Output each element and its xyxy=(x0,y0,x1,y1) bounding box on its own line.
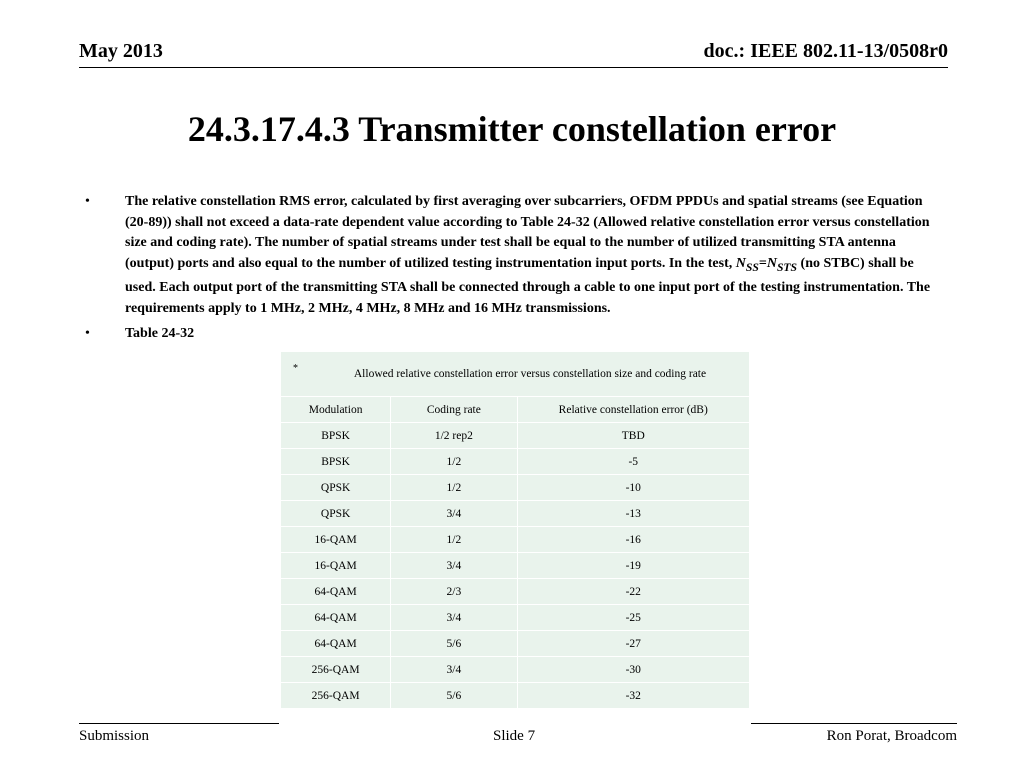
caption-marker: * xyxy=(293,363,298,374)
constellation-error-table-wrapper xyxy=(280,351,750,709)
cell-error: -16 xyxy=(517,527,750,553)
bullet-list xyxy=(85,192,945,345)
cell-coding-rate: 3/4 xyxy=(391,605,517,631)
table-caption-cell xyxy=(281,352,750,397)
table-caption-row xyxy=(281,352,750,397)
table-caption: Allowed relative constellation error versus constellation size and coding rate xyxy=(353,367,707,380)
cell-modulation: 64-QAM xyxy=(281,631,391,657)
table-row xyxy=(281,527,750,553)
bullet-marker: • xyxy=(85,194,90,209)
table-row xyxy=(281,579,750,605)
table-row xyxy=(281,683,750,709)
cell-coding-rate: 5/6 xyxy=(391,683,517,709)
cell-error: -19 xyxy=(517,553,750,579)
cell-coding-rate: 3/4 xyxy=(391,657,517,683)
bullet-item xyxy=(85,324,945,345)
table-header-row xyxy=(281,397,750,423)
header-date: May 2013 xyxy=(79,40,163,62)
cell-modulation: 256-QAM xyxy=(281,657,391,683)
cell-error: -27 xyxy=(517,631,750,657)
bullet-marker: • xyxy=(85,326,90,342)
bullet-item xyxy=(85,192,945,319)
cell-coding-rate: 1/2 xyxy=(391,527,517,553)
cell-error: -10 xyxy=(517,475,750,501)
header-error: Relative constellation error (dB) xyxy=(517,397,750,423)
table-row xyxy=(281,449,750,475)
footer-slide-number: Slide 7 xyxy=(493,728,536,744)
cell-coding-rate: 1/2 xyxy=(391,449,517,475)
footer-divider-left xyxy=(79,723,279,724)
n-sts-subscript: STS xyxy=(776,260,798,274)
header-coding-rate: Coding rate xyxy=(391,397,517,423)
cell-coding-rate: 5/6 xyxy=(391,631,517,657)
table-row xyxy=(281,631,750,657)
cell-coding-rate: 3/4 xyxy=(391,501,517,527)
table-row xyxy=(281,501,750,527)
footer-submission: Submission xyxy=(79,728,150,744)
cell-error: -13 xyxy=(517,501,750,527)
cell-modulation: QPSK xyxy=(281,475,391,501)
cell-modulation: BPSK xyxy=(281,423,391,449)
cell-error: -32 xyxy=(517,683,750,709)
header-divider xyxy=(79,67,948,68)
table-row xyxy=(281,605,750,631)
table-row xyxy=(281,475,750,501)
table-row xyxy=(281,423,750,449)
cell-modulation: 64-QAM xyxy=(281,579,391,605)
cell-error: -30 xyxy=(517,657,750,683)
cell-modulation: 16-QAM xyxy=(281,553,391,579)
cell-error: -25 xyxy=(517,605,750,631)
cell-coding-rate: 2/3 xyxy=(391,579,517,605)
header-modulation: Modulation xyxy=(281,397,391,423)
table-row xyxy=(281,553,750,579)
cell-coding-rate: 1/2 rep2 xyxy=(391,423,517,449)
slide-title: 24.3.17.4.3 Transmitter constellation error xyxy=(187,109,837,149)
header-doc-id: doc.: IEEE 802.11-13/0508r0 xyxy=(703,40,948,62)
table-row xyxy=(281,657,750,683)
cell-coding-rate: 1/2 xyxy=(391,475,517,501)
equals-sign: = xyxy=(758,255,767,271)
footer-author: Ron Porat, Broadcom xyxy=(826,728,957,744)
cell-error: -22 xyxy=(517,579,750,605)
cell-coding-rate: 3/4 xyxy=(391,553,517,579)
n-ss-symbol: N xyxy=(735,255,746,271)
cell-error: -5 xyxy=(517,449,750,475)
table-reference: Table 24-32 xyxy=(125,326,195,342)
cell-modulation: 16-QAM xyxy=(281,527,391,553)
n-ss-subscript: SS xyxy=(745,260,759,274)
n-sts-symbol: N xyxy=(766,255,777,271)
cell-modulation: 256-QAM xyxy=(281,683,391,709)
bullet-text-start: The relative constellation RMS error, calculated by first averaging over subcarriers, OFDM PPDUs and spatial streams (see Equation (20-89)) shall not exceed a data-rate dependent value according to Table 24-32 (Allowed relative constellation error versus constellation size and coding rate). The number of spatial streams under test shall be equal to the number of utilized transmitting STA antenna (output) ports and also equal to the number of utilized testing instrumentation input ports. In the test, xyxy=(125,194,930,271)
constellation-error-table xyxy=(280,351,750,709)
cell-modulation: 64-QAM xyxy=(281,605,391,631)
cell-modulation: QPSK xyxy=(281,501,391,527)
cell-error: TBD xyxy=(517,423,750,449)
footer-divider-right xyxy=(751,723,957,724)
bullet-text-end: (no STBC) shall be used. Each output port of the transmitting STA shall be connected through a cable to one input port of the testing instrumentation. The requirements apply to 1 MHz, 2 MHz, 4 MHz, 8 MHz and 16 MHz transmissions. xyxy=(125,255,931,316)
cell-modulation: BPSK xyxy=(281,449,391,475)
